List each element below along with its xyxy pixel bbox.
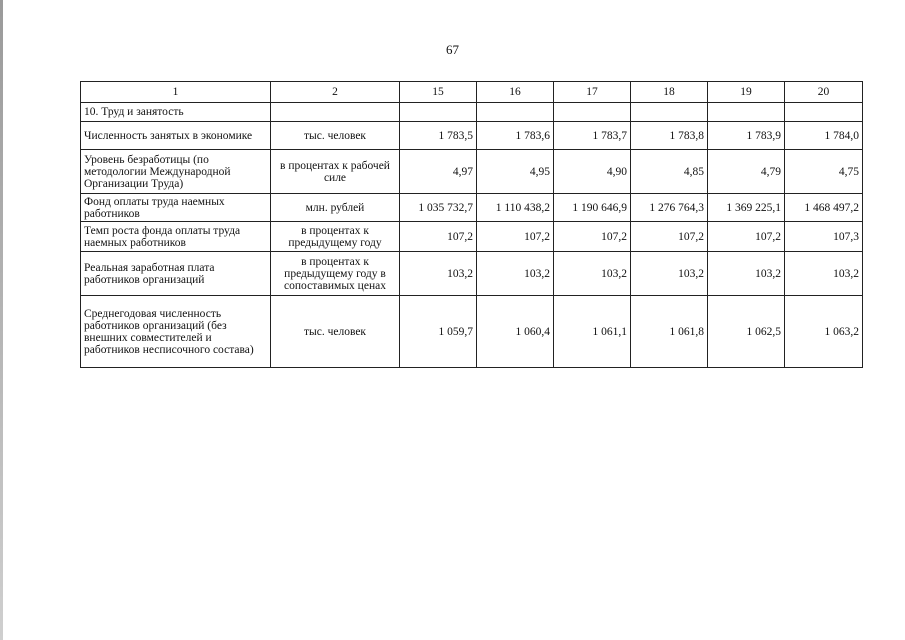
empty-cell [631,103,708,122]
indicator-cell: Численность занятых в экономике [81,122,271,150]
table-row [81,296,863,368]
value-cell: 1 063,2 [785,296,863,368]
column-header: 16 [477,82,554,103]
column-header: 2 [271,82,400,103]
value-cell: 4,85 [631,150,708,194]
value-cell: 4,90 [554,150,631,194]
value-cell: 103,2 [477,252,554,296]
value-cell: 1 276 764,3 [631,194,708,222]
table-row [81,194,863,222]
value-cell: 4,97 [400,150,477,194]
column-header: 19 [708,82,785,103]
unit-cell: млн. рублей [271,194,400,222]
scan-edge [0,0,3,640]
value-cell: 107,2 [554,222,631,252]
value-cell: 107,3 [785,222,863,252]
value-cell: 1 059,7 [400,296,477,368]
column-header: 17 [554,82,631,103]
value-cell: 1 783,8 [631,122,708,150]
unit-cell: в процентах к предыдущему году [271,222,400,252]
table-row [81,252,863,296]
value-cell: 103,2 [708,252,785,296]
indicator-cell: Реальная заработная плата работников организаций [81,252,271,296]
table-row [81,122,863,150]
forecast-table [80,81,863,368]
value-cell: 1 783,9 [708,122,785,150]
value-cell: 4,79 [708,150,785,194]
value-cell: 1 468 497,2 [785,194,863,222]
column-header: 20 [785,82,863,103]
value-cell: 1 783,6 [477,122,554,150]
value-cell: 1 190 646,9 [554,194,631,222]
indicator-cell: Фонд оплаты труда наемных работников [81,194,271,222]
empty-cell [785,103,863,122]
value-cell: 1 369 225,1 [708,194,785,222]
value-cell: 1 784,0 [785,122,863,150]
unit-cell: тыс. человек [271,296,400,368]
value-cell: 4,95 [477,150,554,194]
page-number: 67 [446,42,459,57]
value-cell: 1 060,4 [477,296,554,368]
value-cell: 4,75 [785,150,863,194]
value-cell: 103,2 [785,252,863,296]
value-cell: 103,2 [400,252,477,296]
value-cell: 107,2 [708,222,785,252]
column-header: 1 [81,82,271,103]
value-cell: 107,2 [631,222,708,252]
value-cell: 1 110 438,2 [477,194,554,222]
header-row [81,82,863,103]
value-cell: 1 783,7 [554,122,631,150]
value-cell: 1 061,1 [554,296,631,368]
empty-cell [271,103,400,122]
indicator-cell: Уровень безработицы (по методологии Международной Организации Труда) [81,150,271,194]
empty-cell [400,103,477,122]
value-cell: 1 783,5 [400,122,477,150]
table-row [81,150,863,194]
value-cell: 1 062,5 [708,296,785,368]
section-row [81,103,863,122]
unit-cell: в процентах к рабочей силе [271,150,400,194]
value-cell: 107,2 [400,222,477,252]
column-header: 18 [631,82,708,103]
value-cell: 1 061,8 [631,296,708,368]
value-cell: 1 035 732,7 [400,194,477,222]
unit-cell: в процентах к предыдущему году в сопоставимых ценах [271,252,400,296]
value-cell: 103,2 [631,252,708,296]
empty-cell [477,103,554,122]
unit-cell: тыс. человек [271,122,400,150]
value-cell: 107,2 [477,222,554,252]
empty-cell [554,103,631,122]
section-title: 10. Труд и занятость [81,103,271,122]
empty-cell [708,103,785,122]
indicator-cell: Темп роста фонда оплаты труда наемных работников [81,222,271,252]
value-cell: 103,2 [554,252,631,296]
table-row [81,222,863,252]
indicator-cell: Среднегодовая численность работников организаций (без внешних совместителей и работников несписочного состава) [81,296,271,368]
column-header: 15 [400,82,477,103]
